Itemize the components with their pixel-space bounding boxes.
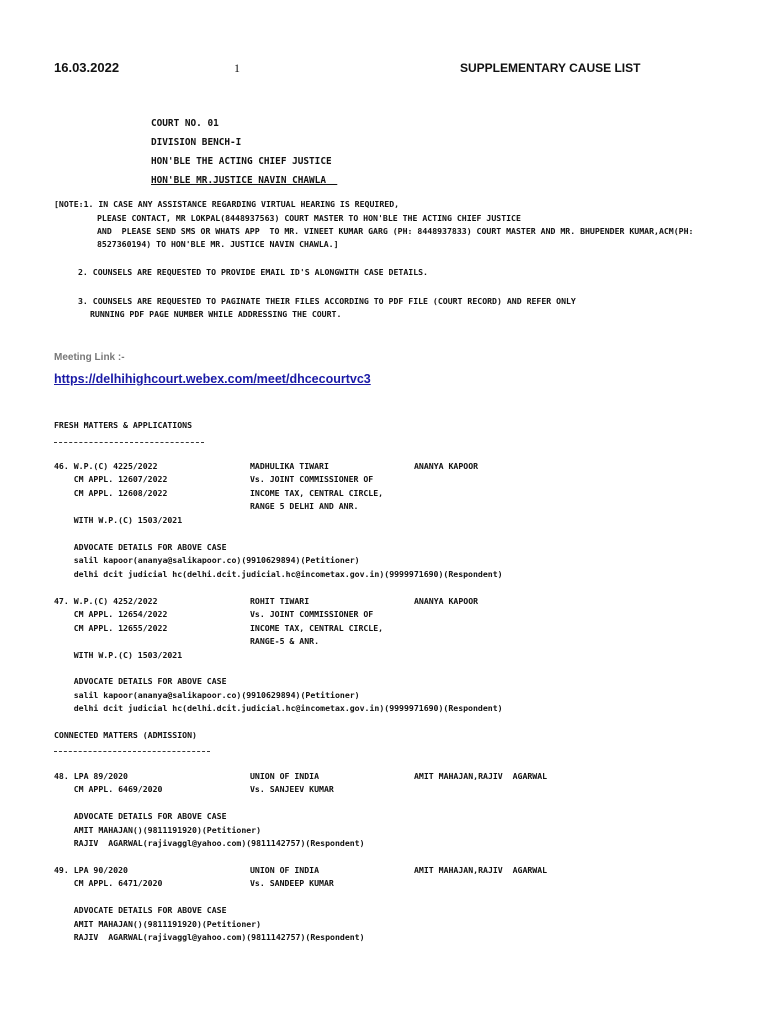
case-47-number: 47. W.P.(C) 4252/2022 xyxy=(54,596,158,606)
case-46-petitioner: MADHULIKA TIWARI xyxy=(250,461,329,471)
note-1-line-1: [NOTE:1. IN CASE ANY ASSISTANCE REGARDING VIRTUAL HEARING IS REQUIRED, xyxy=(54,199,400,209)
case-47-respondent-2: INCOME TAX, CENTRAL CIRCLE, xyxy=(250,623,384,633)
page-number: 1 xyxy=(234,61,240,75)
case-47-advocate-2: delhi dcit judicial hc(delhi.dcit.judicial.hc@incometax.gov.in)(9999971690)(Respondent) xyxy=(54,703,503,713)
meeting-link-label: Meeting Link :- xyxy=(54,352,125,363)
list-title: SUPPLEMENTARY CAUSE LIST xyxy=(460,61,641,75)
court-number: COURT NO. 01 xyxy=(151,118,219,129)
case-49-petitioner: UNION OF INDIA xyxy=(250,865,320,875)
judge-1: HON'BLE THE ACTING CHIEF JUSTICE xyxy=(151,156,332,167)
case-47-appl-2: CM APPL. 12655/2022 xyxy=(54,623,168,633)
case-49-advocate-1: AMIT MAHAJAN()(9811191920)(Petitioner) xyxy=(54,919,262,929)
case-48-petitioner: UNION OF INDIA xyxy=(250,771,320,781)
list-date: 16.03.2022 xyxy=(54,60,120,75)
case-49-respondent-1: Vs. SANDEEP KUMAR xyxy=(250,878,334,888)
case-48-advocate-1: AMIT MAHAJAN()(9811191920)(Petitioner) xyxy=(54,825,262,835)
case-49-advocate-2: RAJIV AGARWAL(rajivaggl@yahoo.com)(9811142757)(Respondent) xyxy=(54,932,365,942)
case-47-petitioner: ROHIT TIWARI xyxy=(250,596,310,606)
note-3-line-2: RUNNING PDF PAGE NUMBER WHILE ADDRESSING THE COURT. xyxy=(90,309,342,319)
case-46-appl-1: CM APPL. 12607/2022 xyxy=(54,474,168,484)
note-1-line-4: 8527360194) TO HON'BLE MR. JUSTICE NAVIN CHAWLA.] xyxy=(97,239,339,249)
case-46-advocate-heading: ADVOCATE DETAILS FOR ABOVE CASE xyxy=(54,542,227,552)
case-46-respondent-1: Vs. JOINT COMMISSIONER OF xyxy=(250,474,374,484)
case-46-counsel: ANANYA KAPOOR xyxy=(414,461,479,471)
case-46-respondent-3: RANGE 5 DELHI AND ANR. xyxy=(250,501,359,511)
note-3-line-1: 3. COUNSELS ARE REQUESTED TO PAGINATE THEIR FILES ACCORDING TO PDF FILE (COURT RECORD) AND REFER ONLY xyxy=(78,296,576,306)
case-47-counsel: ANANYA KAPOOR xyxy=(414,596,479,606)
court-block xyxy=(151,114,337,190)
case-49-number: 49. LPA 90/2020 xyxy=(54,865,128,875)
judge-2: HON'BLE MR.JUSTICE NAVIN CHAWLA xyxy=(151,175,326,186)
case-48-advocate-2: RAJIV AGARWAL(rajivaggl@yahoo.com)(9811142757)(Respondent) xyxy=(54,838,365,848)
case-46-with: WITH W.P.(C) 1503/2021 xyxy=(54,515,183,525)
case-46-respondent-2: INCOME TAX, CENTRAL CIRCLE, xyxy=(250,488,384,498)
section-divider xyxy=(54,751,210,752)
note-2: 2. COUNSELS ARE REQUESTED TO PROVIDE EMAIL ID'S ALONGWITH CASE DETAILS. xyxy=(78,267,428,277)
case-47-respondent-3: RANGE-5 & ANR. xyxy=(250,636,320,646)
case-48-appl-1: CM APPL. 6469/2020 xyxy=(54,784,163,794)
meeting-link[interactable]: https://delhihighcourt.webex.com/meet/dhcecourtvc3 xyxy=(54,372,371,386)
note-1-line-3: AND PLEASE SEND SMS OR WHATS APP TO MR. VINEET KUMAR GARG (PH: 8448937833) COURT MASTER AND MR. BHUPENDER KUMAR,ACM(PH: xyxy=(97,226,694,236)
case-47-with: WITH W.P.(C) 1503/2021 xyxy=(54,650,183,660)
case-47-advocate-heading: ADVOCATE DETAILS FOR ABOVE CASE xyxy=(54,676,227,686)
case-46-appl-2: CM APPL. 12608/2022 xyxy=(54,488,168,498)
case-47-appl-1: CM APPL. 12654/2022 xyxy=(54,609,168,619)
case-48-number: 48. LPA 89/2020 xyxy=(54,771,128,781)
case-46-number: 46. W.P.(C) 4225/2022 xyxy=(54,461,158,471)
section-connected-matters: CONNECTED MATTERS (ADMISSION) xyxy=(54,730,197,740)
case-46-advocate-1: salil kapoor(ananya@salikapoor.co)(9910629894)(Petitioner) xyxy=(54,555,360,565)
case-47-respondent-1: Vs. JOINT COMMISSIONER OF xyxy=(250,609,374,619)
case-46-advocate-2: delhi dcit judicial hc(delhi.dcit.judicial.hc@incometax.gov.in)(9999971690)(Respondent) xyxy=(54,569,503,579)
case-48-respondent-1: Vs. SANJEEV KUMAR xyxy=(250,784,334,794)
case-49-advocate-heading: ADVOCATE DETAILS FOR ABOVE CASE xyxy=(54,905,227,915)
case-48-counsel: AMIT MAHAJAN,RAJIV AGARWAL xyxy=(414,771,548,781)
case-48-advocate-heading: ADVOCATE DETAILS FOR ABOVE CASE xyxy=(54,811,227,821)
section-divider xyxy=(54,442,204,443)
case-49-appl-1: CM APPL. 6471/2020 xyxy=(54,878,163,888)
bench-name: DIVISION BENCH-I xyxy=(151,137,242,148)
case-47-advocate-1: salil kapoor(ananya@salikapoor.co)(9910629894)(Petitioner) xyxy=(54,690,360,700)
note-1-line-2: PLEASE CONTACT, MR LOKPAL(8448937563) COURT MASTER TO HON'BLE THE ACTING CHIEF JUSTICE xyxy=(97,213,521,223)
section-fresh-matters: FRESH MATTERS & APPLICATIONS xyxy=(54,420,193,430)
case-49-counsel: AMIT MAHAJAN,RAJIV AGARWAL xyxy=(414,865,548,875)
